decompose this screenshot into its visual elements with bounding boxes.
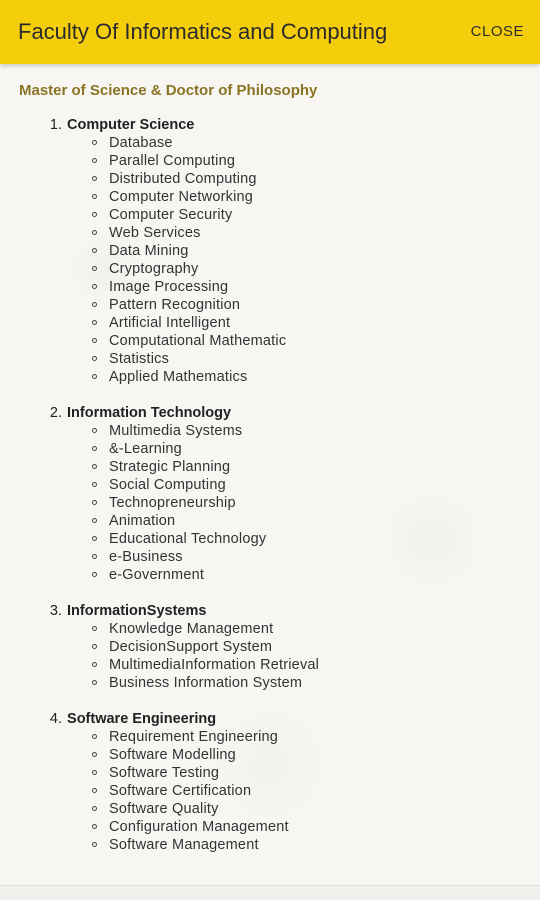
circle-bullet-icon [92, 320, 97, 325]
subject-label: Software Management [109, 837, 259, 853]
circle-bullet-icon [92, 806, 97, 811]
subject-item [0, 152, 319, 170]
circle-bullet-icon [92, 662, 97, 667]
subject-label: &-Learning [109, 441, 182, 457]
subject-item [0, 314, 319, 332]
subject-item [0, 476, 319, 494]
subject-label: e-Business [109, 549, 183, 565]
subject-label: Software Modelling [109, 747, 236, 763]
subject-label: Cryptography [109, 261, 199, 277]
program-number-text: 4. [49, 711, 62, 727]
circle-bullet-icon [92, 212, 97, 217]
circle-bullet-icon [92, 554, 97, 559]
subject-item [0, 224, 319, 242]
program-item [0, 404, 319, 584]
circle-bullet-icon [92, 176, 97, 181]
subject-label: Business Information System [109, 675, 303, 691]
circle-bullet-icon [92, 572, 97, 577]
subject-label: Database [109, 135, 173, 151]
subject-label: Computer Security [109, 207, 233, 223]
circle-bullet-icon [92, 284, 97, 289]
subject-label: Strategic Planning [109, 459, 231, 475]
circle-bullet-icon [92, 248, 97, 253]
subject-label: Computational Mathematic [109, 333, 287, 349]
circle-bullet-icon [92, 788, 97, 793]
subject-label: Software Certification [109, 783, 252, 799]
subject-item [0, 368, 319, 386]
subject-label: DecisionSupport System [109, 639, 273, 655]
program-number-text: 2. [49, 405, 62, 421]
program-name: InformationSystems [67, 603, 207, 619]
circle-bullet-icon [92, 140, 97, 145]
circle-bullet-icon [92, 194, 97, 199]
program-number [0, 710, 63, 728]
circle-bullet-icon [92, 446, 97, 451]
header-title: Faculty Of Informatics and Computing [18, 19, 388, 44]
subject-item [0, 512, 319, 530]
subject-item [0, 170, 319, 188]
program-heading [0, 710, 319, 728]
subject-item [0, 296, 319, 314]
subject-label: Technopreneurship [109, 495, 236, 511]
subject-label: e-Government [109, 567, 205, 583]
circle-bullet-icon [92, 518, 97, 523]
circle-bullet-icon [92, 482, 97, 487]
subject-label: Requirement Engineering [109, 729, 279, 745]
program-number-text: 1. [49, 117, 62, 133]
subject-list [0, 134, 319, 386]
subject-item [0, 836, 319, 854]
subject-label: Configuration Management [109, 819, 289, 835]
program-name: Computer Science [67, 117, 195, 133]
subject-label: Parallel Computing [109, 153, 236, 169]
subject-label: Statistics [109, 351, 170, 367]
subject-label: Social Computing [109, 477, 226, 493]
subject-item [0, 350, 319, 368]
subject-label: Image Processing [109, 279, 229, 295]
subject-item [0, 764, 319, 782]
subject-item [0, 818, 319, 836]
subject-list [0, 728, 319, 854]
subject-item [0, 800, 319, 818]
subject-item [0, 728, 319, 746]
subject-item [0, 674, 319, 692]
subject-item [0, 458, 319, 476]
subject-list [0, 620, 319, 692]
program-item [0, 116, 319, 386]
circle-bullet-icon [92, 734, 97, 739]
subject-item [0, 332, 319, 350]
program-heading [0, 602, 319, 620]
bottom-edge [0, 885, 540, 900]
program-number [0, 404, 63, 422]
content-area[interactable] [0, 64, 540, 886]
subject-item [0, 134, 319, 152]
subject-label: Computer Networking [109, 189, 254, 205]
circle-bullet-icon [92, 230, 97, 235]
subject-item [0, 656, 319, 674]
program-item [0, 710, 319, 854]
program-name: Information Technology [67, 405, 232, 421]
subject-item [0, 260, 319, 278]
subject-item [0, 620, 319, 638]
subject-item [0, 746, 319, 764]
circle-bullet-icon [92, 770, 97, 775]
subject-label: Knowledge Management [109, 621, 274, 637]
subject-item [0, 242, 319, 260]
program-number-text: 3. [49, 603, 62, 619]
degree-subtitle: Master of Science & Doctor of Philosophy [19, 82, 318, 99]
subject-label: Software Quality [109, 801, 219, 817]
circle-bullet-icon [92, 644, 97, 649]
circle-bullet-icon [92, 824, 97, 829]
subject-item [0, 530, 319, 548]
circle-bullet-icon [92, 464, 97, 469]
subject-label: Software Testing [109, 765, 220, 781]
subject-label: Pattern Recognition [109, 297, 241, 313]
circle-bullet-icon [92, 626, 97, 631]
subject-label: Educational Technology [109, 531, 267, 547]
circle-bullet-icon [92, 266, 97, 271]
subject-label: Data Mining [109, 243, 189, 259]
subject-item [0, 782, 319, 800]
program-list [0, 116, 319, 872]
program-heading [0, 404, 319, 422]
subject-item [0, 188, 319, 206]
circle-bullet-icon [92, 752, 97, 757]
subject-label: Animation [109, 513, 176, 529]
subject-item [0, 440, 319, 458]
program-heading [0, 116, 319, 134]
subject-label: Multimedia Systems [109, 423, 243, 439]
subject-item [0, 548, 319, 566]
program-number [0, 602, 63, 620]
subject-label: Applied Mathematics [109, 369, 248, 385]
subject-label: Artificial Intelligent [109, 315, 231, 331]
close-button[interactable]: CLOSE [470, 23, 524, 40]
subject-item [0, 638, 319, 656]
subject-item [0, 566, 319, 584]
circle-bullet-icon [92, 680, 97, 685]
circle-bullet-icon [92, 428, 97, 433]
program-number [0, 116, 63, 134]
circle-bullet-icon [92, 842, 97, 847]
app-header [0, 0, 540, 64]
subject-item [0, 206, 319, 224]
circle-bullet-icon [92, 338, 97, 343]
program-name: Software Engineering [67, 711, 217, 727]
program-item [0, 602, 319, 692]
subject-list [0, 422, 319, 584]
circle-bullet-icon [92, 536, 97, 541]
circle-bullet-icon [92, 158, 97, 163]
circle-bullet-icon [92, 374, 97, 379]
subject-item [0, 278, 319, 296]
subject-item [0, 422, 319, 440]
subject-item [0, 494, 319, 512]
circle-bullet-icon [92, 302, 97, 307]
circle-bullet-icon [92, 356, 97, 361]
subject-label: Web Services [109, 225, 201, 241]
circle-bullet-icon [92, 500, 97, 505]
subject-label: Distributed Computing [109, 171, 257, 187]
subject-label: MultimediaInformation Retrieval [109, 657, 320, 673]
